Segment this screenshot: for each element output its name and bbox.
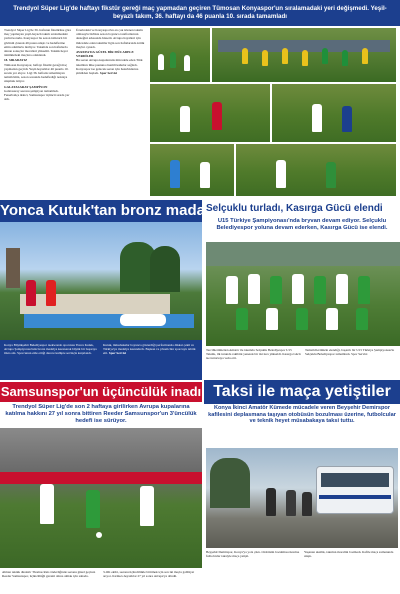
bottom-right-subtitle: Konya İkinci Amatör Kümede mücadele veren Beyşehir Demirspor kafilesini deplasmana taşıyan otobüsün bozulması üzerine, futbolcular ve teknik heyet müsabakaya taksi tuttu.: [208, 405, 396, 425]
player-figure: [322, 48, 328, 64]
top-story-col-2: Üzerindeki ve Konyaspor'un en çok izlenen takımı olmasıyla birlikte sezon boyunca taraftarlarının desteğini arkasında hissetti. Avrupa hayalleri için mücadele eden takımlar ligin son haftalarında kritik maçlar oynadı. AVRUPA'DA GÜZEL BİR MÜCADELE VERDİLER Bu sezon Avrupa kupalarında mücadele eden Türk takımları ülke puanına önemli katkılar sağladı. Konyaspor ise gelecek sezon için hazırlıklarına şimdiden başladı. Spor Servisi: [76, 28, 145, 76]
bottom-right-title: Taksi ile maça yetiştiler: [213, 383, 391, 400]
ball-icon: [96, 532, 102, 538]
bottom-right-title-band: [204, 380, 400, 404]
headline-text: Trendyol Süper Lig'de haftayı fikstür gereği maç yapmadan geçiren Tümosan Konyaspor'un sıralamadaki yeri değişmedi. Yeşil-beyazlı takım, 36. haftayı da 46 puanla 10. sırada tamamladı: [13, 5, 387, 20]
player-figure: [140, 486, 154, 526]
bus-shape: [316, 466, 394, 514]
player-figure: [262, 50, 268, 66]
player-figure: [236, 308, 248, 330]
subhead-18-siradayiz: 18. SIRADAYIZ: [4, 58, 28, 63]
player-figure: [212, 102, 222, 130]
photo-bus-and-taxi: [206, 448, 398, 548]
athlete-figure: [26, 280, 36, 306]
player-figure: [170, 52, 176, 68]
bottom-right-body: Beyşehir Demirspor, Konya'ya yola çıktı. Otobüsün bozulması üzerine futbolcular taksiyle maça yetişti. Yaşanan aksilik, takımın moralini bozmadı. Kafile maça zamanında ulaştı.: [206, 550, 394, 559]
player-figure: [270, 276, 282, 304]
player-figure: [312, 104, 322, 132]
right-story-caption: Tercihlerimizden Amatör ile takımda Selçuklu Belediyespor U15 Takımı, ilk turunda rakibini yenerek bir üst tura yükseldi. Kasırga Gücü ise turnuvaya veda etti. Temsilcilerimizin elendiği, başarılı bir U15 Türkiye Şampiyonası'nı Selçuklu Belediyespor tamamladı. Spor Servisi: [206, 348, 395, 361]
player-figure: [342, 50, 348, 66]
player-figure: [342, 106, 352, 132]
player-figure: [358, 276, 370, 304]
photo-match-action-4: [236, 144, 396, 196]
photo-yellow-team: [212, 28, 396, 82]
player-figure: [242, 48, 248, 64]
photo-samsunspor-match: [0, 428, 202, 568]
left-story-title: Yonca Kutuk'tan bronz madalya: [0, 202, 226, 219]
player-figure: [282, 48, 288, 64]
player-figure: [326, 162, 336, 188]
person-figure: [266, 488, 276, 516]
player-figure: [86, 490, 100, 528]
left-story-title-band: [0, 200, 226, 222]
player-figure: [302, 50, 308, 66]
right-story-title: Selçuklu turladı, Kasırga Gücü elendi: [206, 203, 383, 214]
photo-match-action-1: [150, 84, 270, 142]
player-figure: [326, 308, 338, 330]
left-story-caption: Konya Büyükşehir Belediyespor taekwondo sporcusu Yonca Kutuk, Avrupa Şampiyonası'nda bronz madalya kazanarak büyük bir başarıya imza attı. Sporcunun elde ettiği derece kulüpte sevinçle karşılandı. Kutuk, müsabakalar boyunca gösterdiği performansla dikkat çekti ve Türkiye'ye madalya kazandırdı. Başkan ve yöneticiler sporcuyu tebrik etti. Spor Servisi: [0, 340, 202, 380]
player-figure: [362, 48, 368, 64]
bottom-left-subtitle: Trendyol Süper Lig'de son 2 haftaya girilirken Avrupa kupalarına katılma hakkını 27 yıl sonra bittiren Reeder Samsunspor'un 3'üncülük hedefi ise sürüyor.: [5, 404, 197, 424]
player-figure: [292, 274, 304, 304]
headline-banner: [0, 0, 400, 26]
player-figure: [200, 162, 210, 188]
player-figure: [314, 276, 326, 304]
player-figure: [296, 308, 308, 330]
player-figure: [158, 54, 164, 70]
photo-team-lineup: [150, 28, 210, 82]
subhead-galatasaray: GALATASARAY ŞAMPİYON: [4, 84, 48, 89]
bottom-left-title: Samsunspor'un üçüncülük inadı: [0, 384, 202, 399]
photo-taekwondo-podium: [0, 222, 202, 340]
player-figure: [226, 276, 238, 304]
player-figure: [170, 160, 180, 188]
subhead-avrupa: AVRUPA'DA GÜZEL BİR MÜCADELE VERDİLER: [76, 50, 134, 59]
person-figure: [302, 492, 312, 516]
bottom-left-body: Alman teknik direktör Thomas Reis önderliğinde sezonu güzel geçiren Reeder Samsunspor, üçüncülüğü garanti altına almak için sahada. 3-OK ekibi, sezonu üçüncülükle bitirmek için son iki maçta galibiyet arıyor. Kırmızı-beyazlılar 27 yıl sonra Avrupa'ya döndü.: [2, 570, 195, 579]
player-figure: [40, 484, 54, 524]
player-figure: [184, 55, 190, 71]
player-figure: [356, 308, 368, 330]
player-figure: [336, 274, 348, 304]
photo-match-action-3: [150, 144, 234, 196]
top-story-col-1: Trendyol Süper Lig'de 36. haftanın fikstürüne göre maç yapmayan yeşil-beyazlı takım sıralamadaki yerini korudu. Konyaspor bu sezon istikrarlı bir görüntü çizerek 46 puana ulaştı ve hedeflerine emin adımlarla ilerliyor. Takımda son haftalarda alınan sonuçlar moralleri yükseltti. Teknik heyet önümüzdeki maçlara odaklandı. 18. SIRADAYIZ Tümosan Konyaspor, haftayı fikstür gereği maç yapmadan geçirdi. Yeşil-beyazlılar 46 puanla 10. sırada yer alıyor. Ligi 36. haftada tamamlayan temsilcimiz, sezon sonunda hedeflediği noktaya ulaşmak istiyor. GALATASARAY ŞAMPİYON Galatasaray sezonu şampiyon tamamladı. Fenerbahçe ikinci, Samsunspor üçüncü sırada yer aldı.: [4, 28, 72, 102]
player-figure: [248, 274, 260, 304]
top-story-byline: Spor Servisi: [99, 71, 117, 76]
player-figure: [276, 160, 286, 188]
player-figure: [266, 308, 278, 330]
athlete-figure: [120, 314, 166, 326]
left-story-byline: Spor Servisi: [108, 351, 126, 356]
photo-u15-team: [206, 242, 400, 346]
person-figure: [286, 490, 296, 516]
athlete-figure: [46, 280, 56, 306]
bottom-left-title-band: [0, 382, 202, 402]
photo-match-action-2: [272, 84, 396, 142]
player-figure: [180, 106, 190, 132]
right-story-subtitle: U15 Türkiye Şampiyonası'nda bryvan devam ediyor. Selçuklu Belediyespor yoluna devam ederken, Kasırga Gücü ise elendi.: [216, 218, 388, 231]
